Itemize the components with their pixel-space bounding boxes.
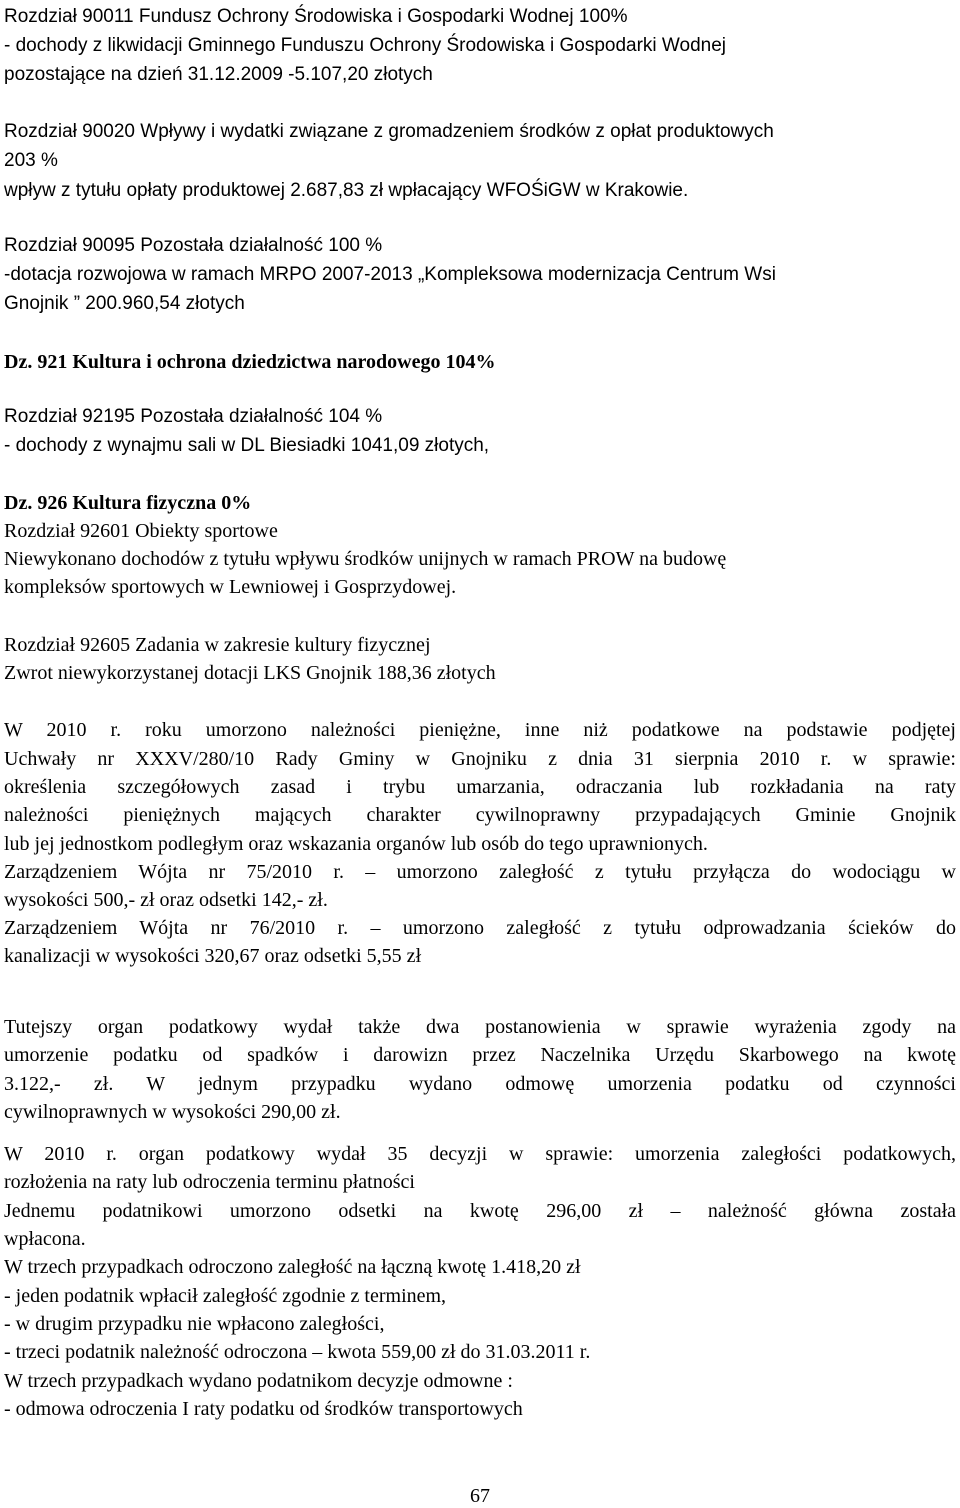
page-number: 67 (470, 1485, 490, 1507)
text-line: W trzech przypadkach odroczono zaległość na łączną kwotę 1.418,20 zł (4, 1256, 581, 1278)
text-line: W 2010 r. organ podatkowy wydał 35 decyzji w sprawie: umorzenia zaległości podatkowych, (4, 1143, 956, 1165)
text-line: kompleksów sportowych w Lewniowej i Gosprzydowej. (4, 576, 457, 598)
text-line: W 2010 r. roku umorzono należności pieniężne, inne niż podatkowe na podstawie podjętej (4, 719, 956, 741)
text-line: cywilnoprawnych w wysokości 290,00 zł. (4, 1101, 341, 1123)
text-line: Rozdział 90011 Fundusz Ochrony Środowiska i Gospodarki Wodnej 100% (4, 6, 628, 27)
text-line: - jeden podatnik wpłacił zaległość zgodnie z terminem, (4, 1285, 447, 1307)
text-line: Rozdział 92605 Zadania w zakresie kultury fizycznej (4, 634, 431, 656)
text-line: pozostające na dzień 31.12.2009 -5.107,20 złotych (4, 64, 433, 85)
text-line: 203 % (4, 150, 58, 171)
text-line: - w drugim przypadku nie wpłacono zaległości, (4, 1313, 385, 1335)
text-line: -dotacja rozwojowa w ramach MRPO 2007-2013 „Kompleksowa modernizacja Centrum Wsi (4, 264, 776, 285)
text-line: - odmowa odroczenia I raty podatku od środków transportowych (4, 1398, 523, 1420)
text-line: Zwrot niewykorzystanej dotacji LKS Gnojnik 188,36 złotych (4, 662, 496, 684)
text-line: Zarządzeniem Wójta nr 76/2010 r. – umorzono zaległość z tytułu odprowadzania ścieków do (4, 917, 956, 939)
text-line: - dochody z likwidacji Gminnego Funduszu Ochrony Środowiska i Gospodarki Wodnej (4, 35, 726, 56)
text-line: Rozdział 90095 Pozostała działalność 100 % (4, 235, 383, 256)
text-line: kanalizacji w wysokości 320,67 oraz odsetki 5,55 zł (4, 945, 422, 967)
section-heading: Dz. 926 Kultura fizyczna 0% (4, 492, 252, 514)
text-line: 3.122,- zł. W jednym przypadku wydano odmowę umorzenia podatku od czynności (4, 1073, 956, 1095)
text-line: W trzech przypadkach wydano podatnikom decyzje odmowne : (4, 1370, 513, 1392)
text-line: Niewykonano dochodów z tytułu wpływu środków unijnych w ramach PROW na budowę (4, 548, 727, 570)
text-line: Jednemu podatnikowi umorzono odsetki na kwotę 296,00 zł – należność główna została (4, 1200, 956, 1222)
text-line: lub jej jednostkom podległym oraz wskazania organów lub osób do tego uprawnionych. (4, 833, 708, 855)
document-page (4, 0, 956, 1507)
text-line: wpływ z tytułu opłaty produktowej 2.687,83 zł wpłacający WFOŚiGW w Krakowie. (4, 180, 689, 201)
text-line: - trzeci podatnik należność odroczona – kwota 559,00 zł do 31.03.2011 r. (4, 1341, 591, 1363)
text-line: Rozdział 92601 Obiekty sportowe (4, 520, 278, 542)
text-line: umorzenie podatku od spadków i darowizn przez Naczelnika Urzędu Skarbowego na kwotę (4, 1044, 956, 1066)
text-line: wysokości 500,- zł oraz odsetki 142,- zł. (4, 889, 328, 911)
text-line: Rozdział 92195 Pozostała działalność 104 % (4, 406, 383, 427)
text-line: Tutejszy organ podatkowy wydał także dwa postanowienia w sprawie wyrażenia zgody na (4, 1016, 956, 1038)
text-line: rozłożenia na raty lub odroczenia terminu płatności (4, 1171, 415, 1193)
text-line: należności pieniężnych mających charakter cywilnoprawny przypadających Gminie Gnojnik (4, 804, 956, 826)
text-line: Gnojnik ” 200.960,54 złotych (4, 293, 245, 314)
text-line: wpłacona. (4, 1228, 86, 1250)
section-heading: Dz. 921 Kultura i ochrona dziedzictwa narodowego 104% (4, 351, 496, 373)
text-line: - dochody z wynajmu sali w DL Biesiadki 1041,09 złotych, (4, 435, 490, 456)
text-line: określenia szczegółowych zasad i trybu umarzania, odraczania lub rozkładania na raty (4, 776, 956, 798)
text-line: Rozdział 90020 Wpływy i wydatki związane z gromadzeniem środków z opłat produktowych (4, 121, 774, 142)
text-line: Uchwały nr XXXV/280/10 Rady Gminy w Gnojniku z dnia 31 sierpnia 2010 r. w sprawie: (4, 748, 956, 770)
text-line: Zarządzeniem Wójta nr 75/2010 r. – umorzono zaległość z tytułu przyłącza do wodociągu w (4, 861, 956, 883)
